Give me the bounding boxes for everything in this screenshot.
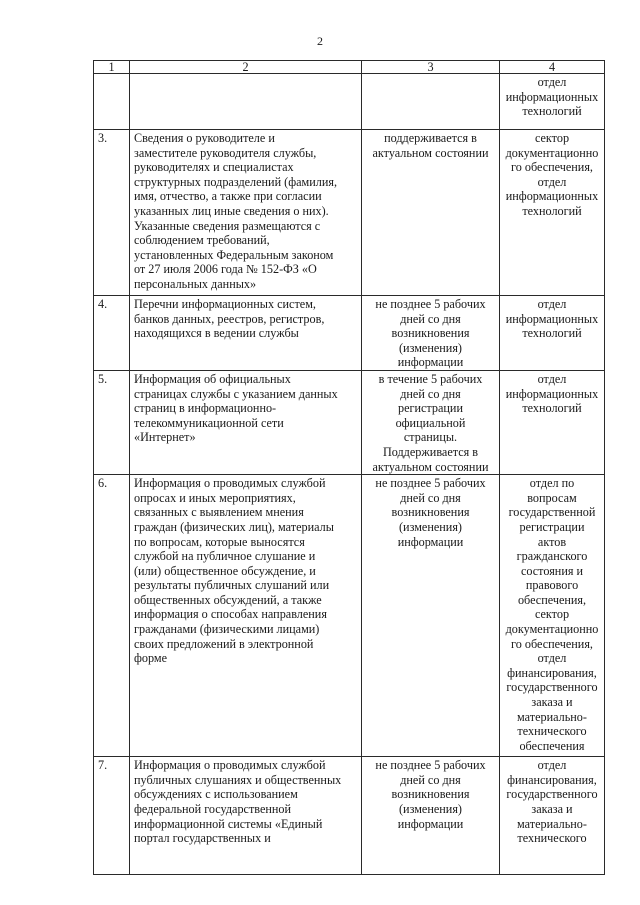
row-deadline-line: дней со дня [400, 386, 461, 401]
row-deadline-line: регистрации [398, 401, 463, 416]
row-description-line: общественных обсуждений, а также [134, 592, 322, 607]
row-responsible-line: актов [537, 534, 567, 549]
row-description-line: имя, отчество, а также при согласии [134, 189, 322, 204]
row-number: 7. [94, 757, 130, 875]
row-description-line: банков данных, реестров, регистров, [134, 311, 325, 326]
row-deadline [362, 74, 500, 130]
row-deadline-line: не позднее 5 рабочих [375, 758, 486, 773]
row-description-line: гражданами (физическими лицами) [134, 622, 320, 637]
row-responsible [500, 370, 605, 474]
row-description-line: от 27 июля 2006 года № 152-ФЗ «О [134, 262, 317, 277]
row-responsible-line: сектор [534, 131, 570, 145]
table-row [94, 74, 605, 130]
row-deadline-line: актуальном состоянии [372, 459, 489, 474]
row-responsible-line: обеспечения [519, 738, 585, 753]
row-responsible-line: вопросам [527, 490, 577, 505]
row-deadline [362, 130, 500, 296]
row-responsible-line: государственного [506, 680, 598, 695]
row-responsible-line: го обеспечения, [511, 636, 593, 651]
row-description-line: связанных с выявлением мнения [134, 505, 304, 520]
row-deadline-line: не позднее 5 рабочих [375, 476, 486, 491]
row-number: 5. [94, 370, 130, 474]
row-responsible-line: обеспечения, [517, 592, 587, 607]
row-description-line: Информация о проводимых службой [134, 758, 326, 773]
row-description-line: Сведения о руководителе и [134, 131, 275, 145]
row-description-line: руководителях и специалистах [134, 160, 294, 175]
row-number: 6. [94, 475, 130, 757]
information-table [93, 60, 605, 875]
column-header: 2 [130, 61, 362, 74]
row-description-line: Информация об официальных [134, 371, 291, 386]
row-responsible-line: отдел по [529, 476, 575, 491]
row-deadline [362, 757, 500, 875]
row-description-line: опросах и иных мероприятиях, [134, 490, 296, 505]
row-responsible-line: отдел [537, 758, 567, 773]
row-deadline-line: дней со дня [400, 311, 461, 326]
row-description [130, 130, 362, 296]
row-description [130, 370, 362, 474]
row-description [130, 296, 362, 371]
header-row [94, 61, 605, 74]
row-responsible-line: заказа и [531, 695, 573, 710]
row-responsible-line: государственного [506, 787, 598, 802]
row-responsible-line: документационно [505, 145, 599, 160]
row-responsible [500, 757, 605, 875]
table-row [94, 757, 605, 875]
row-description-line: портал государственных и [134, 831, 271, 846]
row-description-line: информационной системы «Единый [134, 816, 323, 831]
row-responsible-line: гражданского [516, 549, 588, 564]
row-description-line: по вопросам, которые выносятся [134, 534, 305, 549]
row-responsible [500, 296, 605, 371]
row-description [130, 757, 362, 875]
row-responsible-line: информационных [505, 189, 599, 204]
row-description-line: указанных лиц иные сведения о них). [134, 203, 329, 218]
row-deadline-line: поддерживается в [384, 131, 477, 145]
row-description-line: Перечни информационных систем, [134, 297, 316, 311]
row-responsible-line: технологий [522, 203, 582, 218]
row-responsible-line: регистрации [519, 519, 585, 534]
row-responsible-line: материально- [517, 709, 587, 724]
row-responsible-line: технологий [522, 401, 582, 416]
row-deadline-line: возникновения [391, 326, 470, 341]
row-description-line: заместителе руководителя службы, [134, 145, 317, 160]
column-header: 1 [94, 61, 130, 74]
row-responsible-line: технического [517, 831, 587, 846]
row-description [130, 475, 362, 757]
row-description-line: структурных подразделений (фамилия, [134, 174, 338, 189]
row-deadline-line: страницы. [403, 430, 458, 445]
row-description-line: службой на публичное слушание и [134, 549, 316, 564]
row-description-line: результаты публичных слушаний или [134, 578, 330, 593]
row-responsible-line: государственной [508, 505, 596, 520]
row-deadline [362, 475, 500, 757]
row-description-line: телекоммуникационной сети [134, 415, 284, 430]
row-description-line: своих предложений в электронной [134, 636, 314, 651]
row-description-line: федеральной государственной [134, 801, 292, 816]
table-row [94, 296, 605, 371]
row-responsible-line: финансирования, [507, 665, 597, 680]
row-description-line: Информация о проводимых службой [134, 476, 326, 491]
column-header: 3 [362, 61, 500, 74]
row-deadline-line: в течение 5 рабочих [378, 371, 483, 386]
row-description-line: «Интернет» [134, 430, 196, 445]
row-deadline-line: официальной [395, 415, 466, 430]
row-deadline-line: возникновения [391, 505, 470, 520]
row-description-line: Указанные сведения размещаются с [134, 218, 321, 233]
row-deadline-line: (изменения) [399, 801, 462, 816]
row-deadline-line: информации [397, 816, 464, 831]
row-responsible-line: информационных [505, 386, 599, 401]
row-description-line: (или) общественное обсуждение, и [134, 563, 316, 578]
row-deadline-line: дней со дня [400, 490, 461, 505]
row-responsible-line: технического [517, 724, 587, 739]
row-responsible-line: документационно [505, 622, 599, 637]
row-description-line: обсуждениях с использованием [134, 787, 298, 802]
row-responsible-line: состояния и [520, 563, 584, 578]
row-description-line: информация о способах направления [134, 607, 327, 622]
row-responsible [500, 475, 605, 757]
row-responsible-line: отдел [537, 371, 567, 386]
row-deadline-line: (изменения) [399, 519, 462, 534]
row-responsible-line: технологий [522, 326, 582, 341]
row-deadline-line: информации [397, 355, 464, 370]
row-responsible [500, 74, 605, 130]
row-description [130, 74, 362, 130]
row-responsible-line: технологий [522, 104, 582, 119]
column-header: 4 [500, 61, 605, 74]
row-deadline-line: актуальном состоянии [372, 145, 489, 160]
row-responsible-line: отдел [537, 75, 567, 89]
row-responsible-line: заказа и [531, 801, 573, 816]
row-description-line: установленных Федеральным законом [134, 247, 334, 262]
row-deadline [362, 370, 500, 474]
row-responsible-line: отдел [537, 174, 567, 189]
row-deadline-line: возникновения [391, 787, 470, 802]
row-responsible [500, 130, 605, 296]
row-responsible-line: информационных [505, 311, 599, 326]
row-deadline-line: дней со дня [400, 772, 461, 787]
row-deadline-line: информации [397, 534, 464, 549]
row-description-line: форме [134, 651, 168, 666]
row-number: 4. [94, 296, 130, 371]
page-number: 2 [317, 34, 323, 48]
row-description-line: страниц в информационно- [134, 401, 277, 416]
row-responsible-line: го обеспечения, [511, 160, 593, 175]
row-responsible-line: правового [525, 578, 579, 593]
table-row [94, 475, 605, 757]
row-number: 3. [94, 130, 130, 296]
row-description-line: находящихся в ведении службы [134, 326, 299, 341]
row-deadline-line: не позднее 5 рабочих [375, 297, 486, 311]
row-description-line: публичных слушаниях и общественных [134, 772, 342, 787]
row-description-line: граждан (физических лиц), материалы [134, 519, 334, 534]
row-responsible-line: отдел [537, 651, 567, 666]
table-row [94, 370, 605, 474]
row-deadline-line: Поддерживается в [382, 444, 479, 459]
row-responsible-line: сектор [534, 607, 570, 622]
row-responsible-line: информационных [505, 89, 599, 104]
row-deadline [362, 296, 500, 371]
row-deadline-line: (изменения) [399, 340, 462, 355]
row-responsible-line: финансирования, [507, 772, 597, 787]
row-responsible-line: отдел [537, 297, 567, 311]
table-row [94, 130, 605, 296]
row-number [94, 74, 130, 130]
row-description-line: персональных данных» [134, 276, 257, 291]
row-description-line: страницах службы с указанием данных [134, 386, 338, 401]
row-responsible-line: материально- [517, 816, 587, 831]
row-description-line: соблюдением требований, [134, 233, 270, 248]
